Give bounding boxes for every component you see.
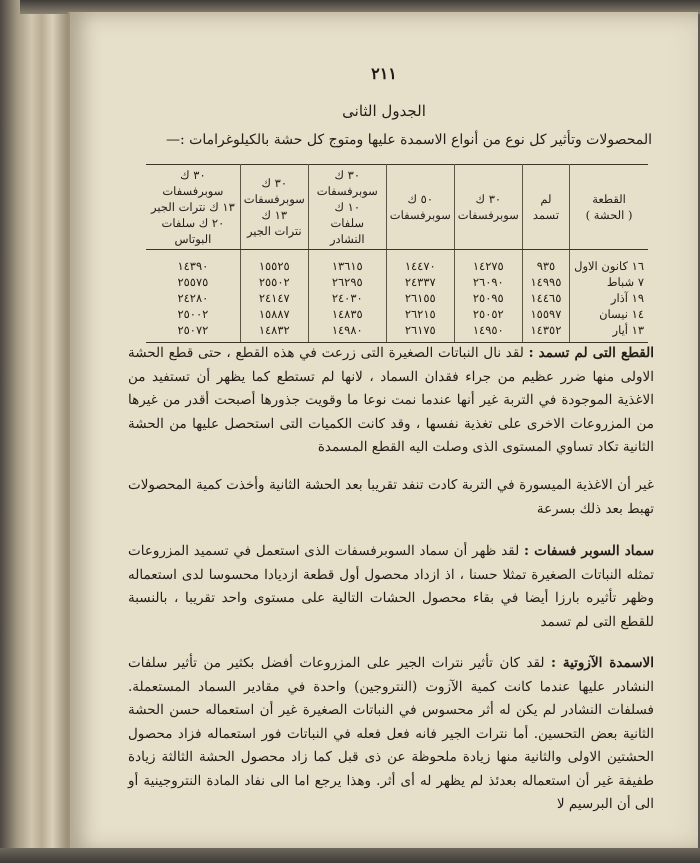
header-super-50: ٥٠ ك سوبرفسفات — [386, 165, 454, 250]
table-cell: ١٤٤٧٠ — [386, 250, 454, 275]
header-super-nitrate-potash: ٣٠ ك سوبرفسفات ١٣ ك نترات الجير ٢٠ ك سلفات البوتاس — [146, 165, 240, 250]
table-cell: ٢٥٥٧٥ — [177, 275, 209, 289]
table-cell: ١٤٩٨٠ — [308, 322, 386, 343]
table-cell: ٢٥٥٠٢ — [240, 274, 308, 290]
table-cell: ٢٦١٥٥ — [386, 290, 454, 306]
book-bottom-edge — [0, 848, 700, 863]
table-title: الجدول الثانى — [342, 102, 426, 120]
paragraph-nitrogen — [128, 652, 654, 817]
yield-table — [146, 164, 648, 343]
table-cell: ٢٥٠٩٥ — [454, 290, 522, 306]
paragraph-unfertilized — [128, 342, 654, 460]
paragraph-text: لقد كان تأثير نترات الجير على المزروعات أفضل بكثير من تأثير سلفات النشادر عليها عندما كانت كمية الآزوت (النتروجين) واحدة في مقادير السماد المستعملة. فسلفات النشادر لم يكن له أثر محسوس في النباتات الصغيرة غير أن استعماله حسن الحشة الثانية بعض التحسين. أما نترات الجير فانه فعل فعله في النباتات فور استعماله فزاد محصول الحشتين الاولى والثانية منها زيادة ملحوظة عن ذى قبل كما زاد محصول الحشة الثالثة زيادة طفيفة غير أن استعماله بعدئذ لم يظهر له أى أثر. وهذا يرجع اما الى نفاد المادة النتروجينية أو الى أن البرسيم لا — [128, 655, 654, 812]
table-cell: ٢٤٢٨٠ — [177, 291, 209, 305]
paragraph-text: لقد ظهر أن سماد السوبرفسفات الذى استعمل في تسميد المزروعات تمثله النباتات الصغيرة تمثلا حسنا ، اذ ازداد محصول أول قطعة ازديادا محسوسا لدى استعماله وظهر تأثيره بارزا أيضا في بقاء محصول الحشات التالية على مستوى واحد تقريبا ، بالنسبة للقطع التى لم تسمد — [128, 543, 654, 630]
header-plot: القطعة ( الحشة ) — [570, 165, 648, 250]
table-cell: ٢٥٠٠٢ — [177, 307, 209, 321]
paragraph-depletion — [128, 474, 654, 521]
table-cell: ٢٤١٤٧ — [240, 290, 308, 306]
paragraph-lead: سماد السوبر فسفات : — [524, 543, 655, 559]
paragraph-superphosphate — [128, 540, 654, 634]
page-number: ٢١١ — [371, 64, 397, 83]
table-cell: ١٥٥٢٥ — [240, 250, 308, 275]
table-cell: ١٤٢٧٥ — [454, 250, 522, 275]
table-cell: ١٤٣٩٠ — [177, 259, 209, 273]
table-cell: ١٤٨٣٥ — [308, 306, 386, 322]
paragraph-text: غير أن الاغذية الميسورة في التربة كادت تنفد تقريبا بعد الحشة الثانية وأخذت كمية المحصولات تهبط بعد ذلك بسرعة — [128, 477, 654, 517]
header-unfertilized: لم تسمد — [522, 165, 569, 250]
table-cell: ١٥٥٩٧ — [522, 306, 569, 322]
header-super-nitrate: ٣٠ ك سوبرفسفات ١٣ ك نترات الجير — [240, 165, 308, 250]
table-row — [146, 274, 648, 290]
table-cell: ٢٤٣٣٧ — [386, 274, 454, 290]
table-cell: ١٤٣٥٢ — [522, 322, 569, 343]
table-cell: ٢٦١٧٥ — [386, 322, 454, 343]
table-cell: ١٥٨٨٧ — [240, 306, 308, 322]
header-super-ammonium: ٣٠ ك سوبرفسفات ١٠ ك سلفات النشادر — [308, 165, 386, 250]
book-page — [68, 12, 698, 852]
table-cell: ٢٦٢٩٥ — [308, 274, 386, 290]
table-cell: ٩٣٥ — [522, 250, 569, 275]
table-cell: ١٤٩٩٥ — [522, 274, 569, 290]
table-cell: ١٤٨٣٢ — [240, 322, 308, 343]
table-row — [146, 250, 648, 275]
table-cell: ٢٦٢١٥ — [386, 306, 454, 322]
paragraph-lead: الاسمدة الآزوتية : — [550, 655, 655, 671]
table-cell: ٢٥٠٥٢ — [454, 306, 522, 322]
table-cell: ٢٤٠٣٠ — [308, 290, 386, 306]
header-super-30: ٣٠ ك سوبرفسفات — [454, 165, 522, 250]
table-row — [146, 290, 648, 306]
table-cell: ١٣ أيار — [570, 322, 648, 343]
table-row — [146, 306, 648, 322]
table-cell: ١٩ آذار — [570, 290, 648, 306]
table-cell: ١٣٦١٥ — [308, 250, 386, 275]
table-cell: ١٤٩٥٠ — [454, 322, 522, 343]
table-cell: ٢٦٠٩٠ — [454, 274, 522, 290]
paragraph-lead: القطع التى لم تسمد : — [528, 345, 654, 361]
table-cell: ٢٥٠٧٢ — [146, 322, 240, 343]
table-caption: المحصولات وتأثير كل نوع من أنواع الاسمدة عليها ومتوج كل حشة بالكيلوغرامات :— — [166, 132, 652, 148]
book-binding-edge — [0, 0, 70, 863]
table-row — [146, 322, 648, 343]
table-cell: ١٤٤٦٥ — [522, 290, 569, 306]
table-header-row — [146, 165, 648, 250]
paragraph-text: لقد نال النباتات الصغيرة التى زرعت في هذه القطع ، حتى قطع الحشة الاولى منها ضرر عظيم من جراء فقدان السماد ، لانها لم تستطع كما يظهر أن تستفيد من الاغذية الموجودة في التربة غير أنها عندما نمت نوعا ما وقويت جذورها أصبحت أقدر من غيرها من المزروعات الاخرى على تغذية نفسها ، وقد كانت الكميات التى استحصل عليها من الحشة الثانية تكاد تساوي المستوى الذى وصلت اليه القطع المسمدة — [128, 345, 654, 455]
table-cell: ١٤ نيسان — [570, 306, 648, 322]
table-cell: ١٦ كانون الاول — [570, 250, 648, 275]
table-cell: ٧ شباط — [570, 274, 648, 290]
